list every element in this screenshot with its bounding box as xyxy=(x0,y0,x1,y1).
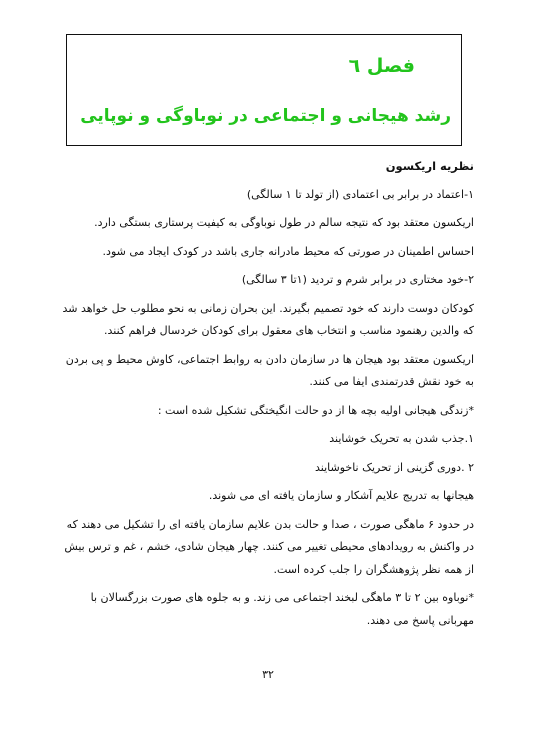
paragraph-sense-of-security: احساس اطمینان در صورتی که محیط مادرانه جاری باشد در کودک ایجاد می شود. xyxy=(102,244,474,258)
paragraph-children-decide: کودکان دوست دارند که خود تصمیم بگیرند. این بحران زمانی به نحو مطلوب حل خواهد شد که والدین رهنمود مناسب و انتخاب های معقول برای کودکان خردسال فراهم کنند. xyxy=(62,301,474,337)
chapter-title: رشد هیجانی و اجتماعی در نوباوگی و نوپایی xyxy=(80,106,451,126)
section-heading: نظریه اریکسون xyxy=(385,159,474,173)
paragraph-autonomy-stage: ٢-خود مختاری در برابر شرم و تردید (١تا ٣ سالگی) xyxy=(241,273,474,286)
paragraph-six-months: در حدود ۶ ماهگی صورت ، صدا و حالت بدن علایم سازمان یافته ای را تشکیل می دهند که در واکنش به رویدادهای محیطی تغییر می کنند. چهار هیجان شادی، خشم ، غم و ترس بیش از همه نظر پژوهشگران را جلب کرده است. xyxy=(64,517,474,576)
chapter-title-box xyxy=(66,34,462,146)
paragraph-social-smile: *نوباوه بین ٢ تا ٣ ماهگی لبخند اجتماعی می زند. و به جلوه های صورت بزرگسالان با مهربانی پاسخ می دهند. xyxy=(90,591,474,627)
paragraph-arousal-states: *زندگی هیجانی اولیه بچه ها از دو حالت انگیختگی تشکیل شده است : xyxy=(157,403,474,417)
body-text xyxy=(60,155,474,632)
paragraph-emotions-role: اریکسون معتقد بود هیجان ها در سازمان دادن به روابط اجتماعی، کاوش محیط و پی بردن به خود نقش قدرتمندی ایفا می کنند. xyxy=(65,352,474,388)
page-number: ٣٢ xyxy=(262,668,274,681)
list-item-attraction: ١.جذب شدن به تحریک خوشایند xyxy=(329,432,474,445)
chapter-number: فصل ٦ xyxy=(348,55,415,77)
paragraph-emotion-signals: هیجانها به تدریج علایم آشکار و سازمان یافته ای می شوند. xyxy=(208,489,474,502)
paragraph-nursing-quality: اریکسون معتقد بود که نتیجه سالم در طول نوباوگی به کیفیت پرستاری بستگی دارد. xyxy=(94,216,474,229)
list-item-avoidance: ٢ .دوری گزینی از تحریک ناخوشایند xyxy=(314,460,474,474)
paragraph-trust-stage: ١-اعتماد در برابر بی اعتمادی (از تولد تا ١ سالگی) xyxy=(246,187,474,201)
